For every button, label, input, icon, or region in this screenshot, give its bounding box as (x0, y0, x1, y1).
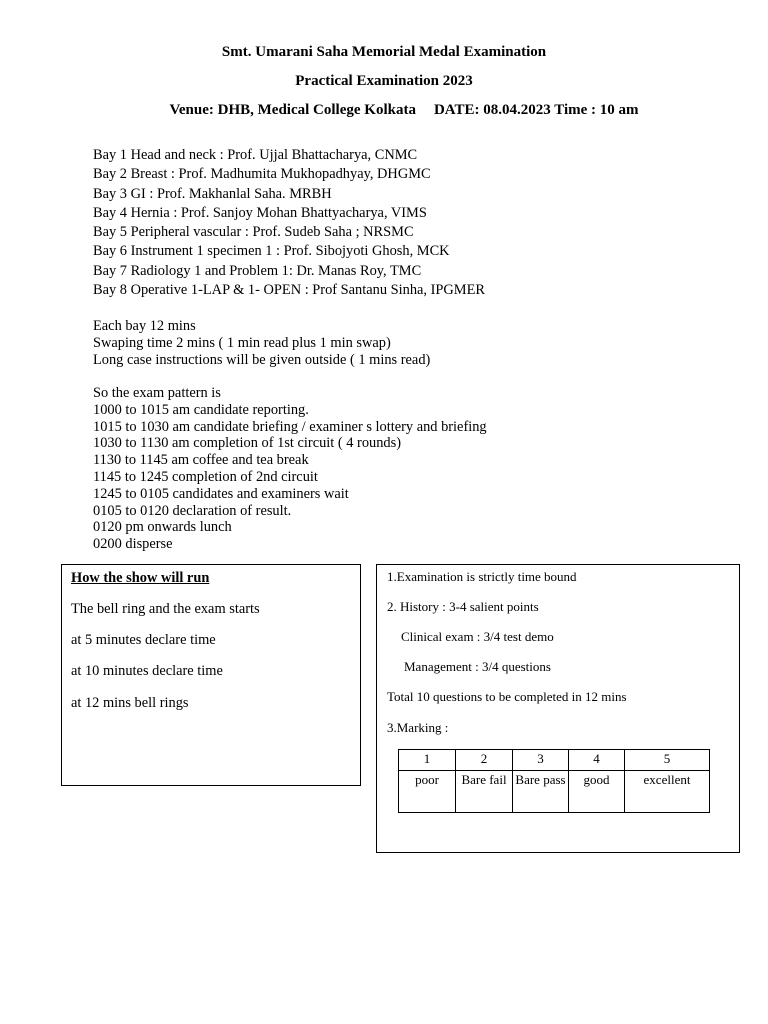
venue-text: Venue: DHB, Medical College Kolkata (169, 102, 416, 118)
score-cell: 3 (513, 750, 569, 771)
procedure-line: The bell ring and the exam starts (71, 601, 260, 617)
procedure-line: at 10 minutes declare time (71, 663, 223, 679)
pattern-line: 1030 to 1130 am completion of 1st circuit ( 4 rounds) (93, 435, 402, 452)
pattern-line: 1015 to 1030 am candidate briefing / examiner s lottery and briefing (93, 418, 487, 435)
pattern-line: 0120 pm onwards lunch (93, 519, 232, 536)
bay-item: Bay 3 GI : Prof. Makhanlal Saha. MRBH (93, 185, 332, 202)
score-cell: 4 (569, 750, 625, 771)
pattern-line: 0200 disperse (93, 536, 173, 553)
bay-item: Bay 6 Instrument 1 specimen 1 : Prof. Sibojyoti Ghosh, MCK (93, 243, 450, 260)
score-cell: 2 (456, 750, 513, 771)
marking-score-row (399, 750, 710, 771)
pattern-line: 1245 to 0105 candidates and examiners wait (93, 485, 349, 502)
show-procedure-box (61, 564, 361, 786)
timing-rules (93, 318, 430, 368)
pattern-line: So the exam pattern is (93, 385, 221, 401)
rule-line: Each bay 12 mins (93, 318, 196, 334)
rule-line: Swaping time 2 mins ( 1 min read plus 1 min swap) (93, 334, 391, 351)
instruction-line: Management : 3/4 questions (404, 659, 551, 674)
bay-list (93, 146, 485, 300)
grade-cell: poor (399, 771, 456, 813)
bay-item: Bay 5 Peripheral vascular : Prof. Sudeb Saha ; NRSMC (93, 224, 414, 241)
instruction-line: 2. History : 3-4 salient points (387, 599, 539, 614)
bay-item: Bay 7 Radiology 1 and Problem 1: Dr. Manas Roy, TMC (93, 262, 422, 279)
pattern-line: 1145 to 1245 completion of 2nd circuit (93, 468, 318, 485)
document-title: Smt. Umarani Saha Memorial Medal Examination (221, 44, 547, 60)
date-time-text: DATE: 08.04.2023 Time : 10 am (433, 102, 639, 118)
exam-instructions-box (376, 564, 740, 853)
bay-item: Bay 1 Head and neck : Prof. Ujjal Bhattacharya, CNMC (93, 147, 418, 163)
grade-cell: Bare pass (513, 771, 569, 813)
instruction-line: Clinical exam : 3/4 test demo (401, 629, 554, 644)
procedure-line: at 5 minutes declare time (71, 632, 216, 648)
score-cell: 1 (399, 750, 456, 771)
grade-cell: excellent (625, 771, 710, 813)
document-subtitle: Practical Examination 2023 (295, 73, 473, 89)
exam-pattern (93, 385, 487, 553)
grade-cell: Bare fail (456, 771, 513, 813)
pattern-line: 0105 to 0120 declaration of result. (93, 502, 292, 519)
instruction-line: 1.Examination is strictly time bound (387, 569, 577, 584)
marking-table (398, 749, 710, 813)
rule-line: Long case instructions will be given outside ( 1 mins read) (93, 351, 431, 368)
show-procedure-title: How the show will run (71, 570, 210, 586)
venue-date-line (0, 101, 768, 119)
marking-label: 3.Marking : (387, 720, 449, 735)
pattern-line: 1000 to 1015 am candidate reporting. (93, 401, 309, 418)
procedure-line: at 12 mins bell rings (71, 695, 189, 711)
score-cell: 5 (625, 750, 710, 771)
bay-item: Bay 2 Breast : Prof. Madhumita Mukhopadhyay, DHGMC (93, 166, 431, 183)
pattern-line: 1130 to 1145 am coffee and tea break (93, 452, 309, 469)
grade-cell: good (569, 771, 625, 813)
bay-item: Bay 8 Operative 1-LAP & 1- OPEN : Prof Santanu Sinha, IPGMER (93, 282, 485, 299)
marking-grade-row (399, 771, 710, 813)
instruction-line: Total 10 questions to be completed in 12 mins (387, 689, 627, 704)
bay-item: Bay 4 Hernia : Prof. Sanjoy Mohan Bhattyacharya, VIMS (93, 204, 427, 221)
